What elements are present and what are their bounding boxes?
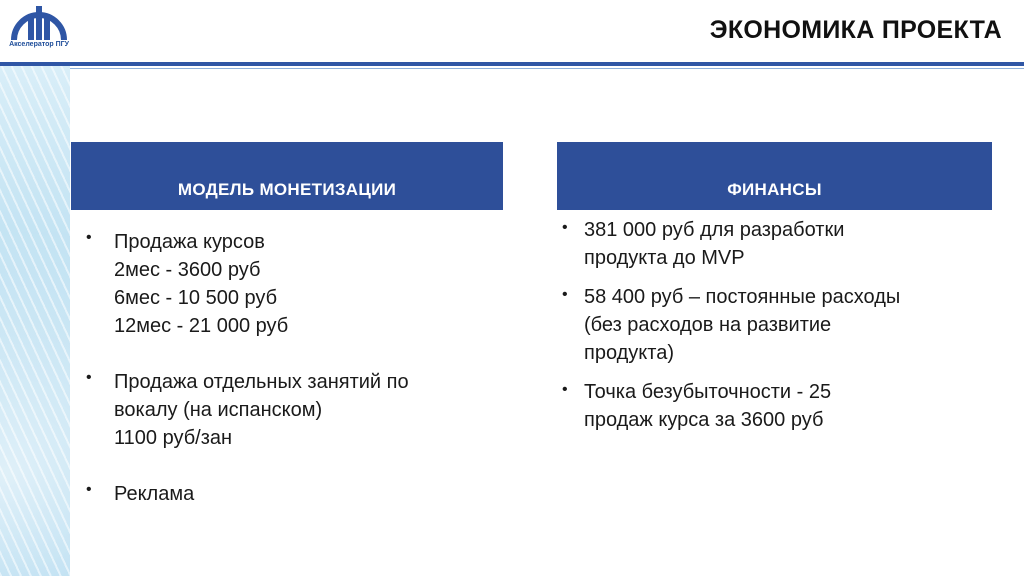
- accelerator-logo-icon: [4, 2, 74, 60]
- finance-heading: ФИНАНСЫ: [557, 142, 992, 210]
- list-item: [562, 378, 992, 434]
- bullet-icon: •: [86, 481, 92, 498]
- decorative-side-pattern: [0, 64, 70, 576]
- list-item: [86, 480, 506, 508]
- list-item: [86, 228, 506, 340]
- list-item: [562, 283, 992, 367]
- bullet-icon: •: [86, 229, 92, 246]
- bullet-icon: •: [562, 219, 568, 236]
- header-rule: [0, 62, 1024, 66]
- item-line: 2мес - 3600 руб: [114, 259, 261, 281]
- item-main: Продажа курсов: [114, 231, 265, 253]
- item-line: 58 400 руб – постоянные расходы: [584, 286, 901, 308]
- monetization-heading: МОДЕЛЬ МОНЕТИЗАЦИИ: [71, 142, 503, 210]
- bullet-icon: •: [86, 369, 92, 386]
- bullet-icon: •: [562, 381, 568, 398]
- item-main: Продажа отдельных занятий по: [114, 371, 409, 393]
- item-line: 1100 руб/зан: [114, 427, 233, 449]
- logo-caption: Акселератор ПГУ: [9, 41, 69, 48]
- list-item: [562, 216, 992, 272]
- item-line: продаж курса за 3600 руб: [584, 409, 824, 431]
- item-line: продукта до MVP: [584, 247, 745, 269]
- list-item: [86, 368, 506, 452]
- item-line: вокалу (на испанском): [114, 399, 323, 421]
- item-line: продукта): [584, 342, 674, 364]
- item-line: 381 000 руб для разработки: [584, 219, 845, 241]
- item-main: Реклама: [114, 483, 195, 505]
- page-title: ЭКОНОМИКА ПРОЕКТА: [709, 16, 1002, 44]
- monetization-list: [86, 228, 506, 508]
- item-line: 12мес - 21 000 руб: [114, 315, 289, 337]
- item-line: 6мес - 10 500 руб: [114, 287, 278, 309]
- item-line: Точка безубыточности - 25: [584, 381, 832, 403]
- bullet-icon: •: [562, 286, 568, 303]
- header-thin-rule: [70, 68, 1024, 69]
- item-line: (без расходов на развитие: [584, 314, 832, 336]
- finance-list: [562, 216, 992, 445]
